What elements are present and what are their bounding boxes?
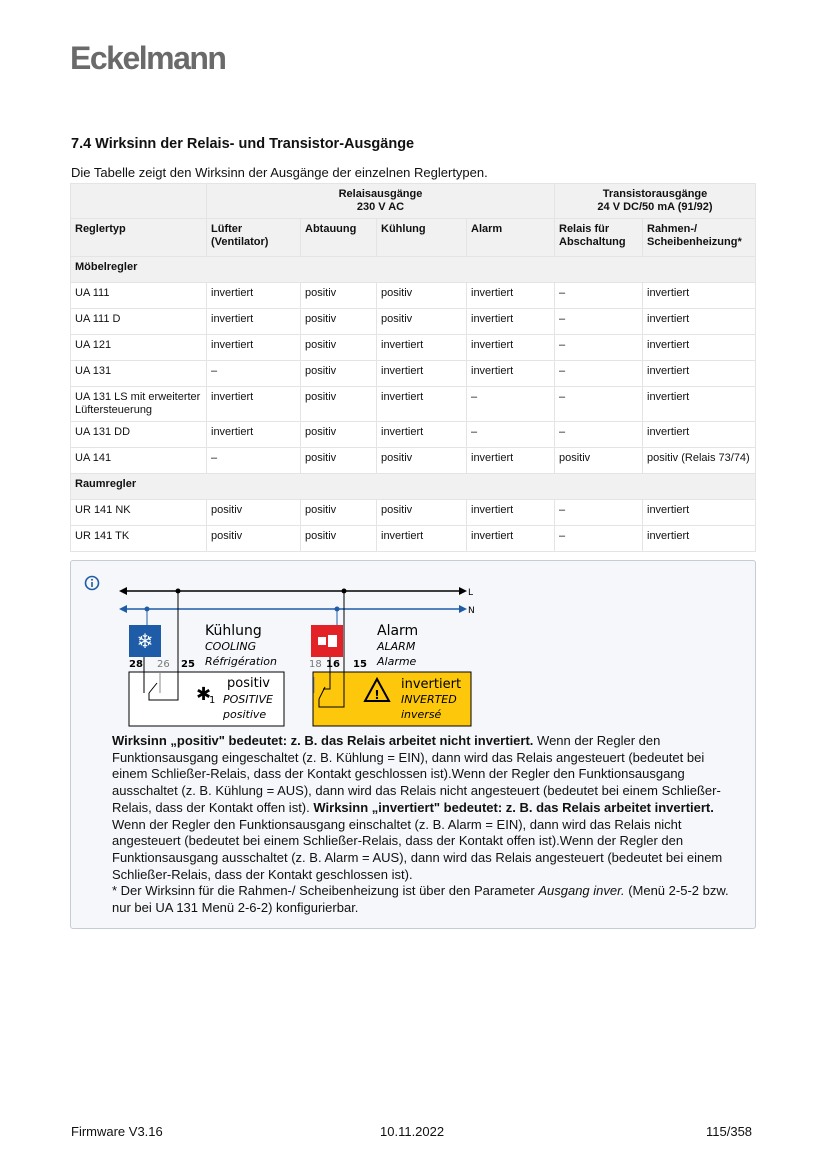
svg-text:inversé: inversé xyxy=(401,708,442,721)
table-cell: UA 111 D xyxy=(71,309,207,335)
table-cell: invertiert xyxy=(643,422,756,448)
table-row xyxy=(71,361,756,387)
table-cell: UA 131 xyxy=(71,361,207,387)
svg-text:28: 28 xyxy=(129,659,143,670)
table-cell: positiv (Relais 73/74) xyxy=(643,448,756,474)
table-cell: UR 141 TK xyxy=(71,526,207,552)
svg-text:18: 18 xyxy=(309,659,322,670)
logo: Eckelmann xyxy=(70,40,226,76)
table-cell: UA 131 LS mit erweiterter Lüftersteuerung xyxy=(71,387,207,422)
footer-page: 115/358 xyxy=(706,1124,753,1139)
table-cell: UR 141 NK xyxy=(71,500,207,526)
svg-text:16: 16 xyxy=(326,659,340,670)
table-cell: positiv xyxy=(301,422,377,448)
svg-text:15: 15 xyxy=(353,659,367,670)
table-cell: positiv xyxy=(377,283,467,309)
table-row xyxy=(71,335,756,361)
table-cell: positiv xyxy=(555,448,643,474)
table-cell: positiv xyxy=(377,448,467,474)
svg-text:25: 25 xyxy=(181,659,195,670)
svg-text:Alarme: Alarme xyxy=(377,655,417,668)
table-cell: positiv xyxy=(301,500,377,526)
table-cell: invertiert xyxy=(467,526,555,552)
table-cell: – xyxy=(555,422,643,448)
footer-firmware: Firmware V3.16 xyxy=(71,1124,163,1139)
table-cell: invertiert xyxy=(467,283,555,309)
table-cell: invertiert xyxy=(467,448,555,474)
table-cell: positiv xyxy=(301,309,377,335)
svg-text:POSITIVE: POSITIVE xyxy=(223,693,273,706)
table-cell: positiv xyxy=(301,283,377,309)
svg-text:26: 26 xyxy=(157,659,170,670)
table-row xyxy=(71,422,756,448)
table-cell: positiv xyxy=(207,526,301,552)
table-row xyxy=(71,448,756,474)
info-box xyxy=(70,560,756,929)
table-cell: positiv xyxy=(207,500,301,526)
table-row xyxy=(71,309,756,335)
column-header: Alarm xyxy=(467,219,555,257)
table-cell: invertiert xyxy=(207,335,301,361)
svg-text:Réfrigération: Réfrigération xyxy=(205,655,277,668)
table-cell: invertiert xyxy=(643,526,756,552)
table-cell: – xyxy=(555,309,643,335)
group-header-relay: Relaisausgänge 230 V AC xyxy=(207,184,555,219)
column-header: Abtauung xyxy=(301,219,377,257)
table-cell: positiv xyxy=(301,526,377,552)
column-header: Rahmen-/ Scheibenheizung* xyxy=(643,219,756,257)
table-cell: invertiert xyxy=(467,500,555,526)
table-cell: invertiert xyxy=(377,335,467,361)
info-icon xyxy=(84,575,100,591)
table-row xyxy=(71,283,756,309)
svg-text:!: ! xyxy=(374,688,380,702)
table-cell: positiv xyxy=(301,448,377,474)
svg-text:1: 1 xyxy=(209,695,216,706)
table-cell: invertiert xyxy=(467,361,555,387)
table-cell: invertiert xyxy=(643,387,756,422)
table-cell: positiv xyxy=(377,309,467,335)
table-cell: – xyxy=(207,448,301,474)
table-cell: invertiert xyxy=(207,387,301,422)
table-cell: invertiert xyxy=(467,309,555,335)
table-row xyxy=(71,387,756,422)
table-cell: – xyxy=(207,361,301,387)
table-cell: – xyxy=(555,335,643,361)
column-header: Relais für Abschaltung xyxy=(555,219,643,257)
svg-text:positiv: positiv xyxy=(227,676,270,691)
table-cell: UA 141 xyxy=(71,448,207,474)
svg-text:N: N xyxy=(468,606,475,616)
column-header: Reglertyp xyxy=(71,219,207,257)
svg-text:positive: positive xyxy=(223,708,267,721)
table-cell: UA 131 DD xyxy=(71,422,207,448)
table-cell: invertiert xyxy=(643,309,756,335)
column-header: Kühlung xyxy=(377,219,467,257)
svg-text:INVERTED: INVERTED xyxy=(401,693,457,706)
table-cell: – xyxy=(467,387,555,422)
table-cell: – xyxy=(555,500,643,526)
svg-text:invertiert: invertiert xyxy=(401,677,462,692)
table-cell: invertiert xyxy=(207,283,301,309)
svg-text:ALARM: ALARM xyxy=(377,640,416,653)
table-cell: invertiert xyxy=(643,500,756,526)
table-cell: invertiert xyxy=(643,361,756,387)
table-cell: invertiert xyxy=(377,361,467,387)
table-cell: invertiert xyxy=(207,309,301,335)
svg-text:✱: ✱ xyxy=(196,684,212,705)
section-row: Möbelregler xyxy=(71,257,756,283)
svg-text:Alarm: Alarm xyxy=(377,623,419,639)
group-header-transistor: Transistorausgänge 24 V DC/50 mA (91/92) xyxy=(555,184,756,219)
svg-text:COOLING: COOLING xyxy=(205,640,257,653)
table-cell: invertiert xyxy=(643,283,756,309)
table-cell: – xyxy=(555,283,643,309)
column-header: Lüfter (Ventilator) xyxy=(207,219,301,257)
intro-text: Die Tabelle zeigt den Wirksinn der Ausgänge der einzelnen Reglertypen. xyxy=(71,165,488,180)
section-heading: 7.4 Wirksinn der Relais- und Transistor-Ausgänge xyxy=(71,136,415,152)
svg-text:L: L xyxy=(468,588,474,598)
table-cell: – xyxy=(467,422,555,448)
table-cell: invertiert xyxy=(207,422,301,448)
table-cell: invertiert xyxy=(377,387,467,422)
output-table xyxy=(70,183,756,552)
table-cell: invertiert xyxy=(467,335,555,361)
svg-text:❄: ❄ xyxy=(136,629,154,653)
table-cell: invertiert xyxy=(643,335,756,361)
table-cell: – xyxy=(555,361,643,387)
table-cell: – xyxy=(555,526,643,552)
table-cell: positiv xyxy=(377,500,467,526)
table-cell: positiv xyxy=(301,335,377,361)
table-row xyxy=(71,500,756,526)
table-cell: UA 121 xyxy=(71,335,207,361)
table-row xyxy=(71,526,756,552)
note-text: Wirksinn „positiv" bedeutet: z. B. das Relais arbeitet nicht invertiert. Wenn der Regler den Funktionsausgang eingeschaltet (z. B. Kühlung = EIN), dann wird das Relais angesteuert (bedeutet bei einem Schließer-Relais, dass der Kontakt geschlossen ist).Wenn der Regler den Funktionsausgang ausschaltet (z. B. Kühlung = AUS), dann wird das Relais nicht angesteuert (bedeutet bei einem Schließer-Relais, dass der Kontakt offen ist). Wirksinn „invertiert" bedeutet: z. B. das Relais arbeitet invertiert. Wenn der Regler den Funktionsausgang einschaltet (z. B. Alarm = EIN), dann wird das Relais nicht angesteuert (bedeutet bei einem Schließer-Relais, dass der Kontakt offen ist).Wenn der Regler den Funktionsausgang ausschaltet (z. B. Alarm = AUS), dann wird das Relais angesteuert (bedeutet bei einem Schließer-Relais, dass der Kontakt geschlossen ist). * Der Wirksinn für die Rahmen-/ Scheibenheizung ist über den Parameter Ausgang inver. (Menü 2-5-2 bzw. nur bei UA 131 Menü 2-6-2) konfigurierbar. xyxy=(112,733,729,916)
svg-text:Kühlung: Kühlung xyxy=(205,623,262,639)
alarm-horn-icon xyxy=(311,625,343,657)
table-cell: invertiert xyxy=(377,526,467,552)
table-cell: – xyxy=(555,387,643,422)
table-cell: positiv xyxy=(301,361,377,387)
table-cell: UA 111 xyxy=(71,283,207,309)
section-row: Raumregler xyxy=(71,474,756,500)
footer-date: 10.11.2022 xyxy=(380,1124,445,1139)
table-cell: invertiert xyxy=(377,422,467,448)
relay-diagram xyxy=(111,575,481,730)
table-cell: positiv xyxy=(301,387,377,422)
